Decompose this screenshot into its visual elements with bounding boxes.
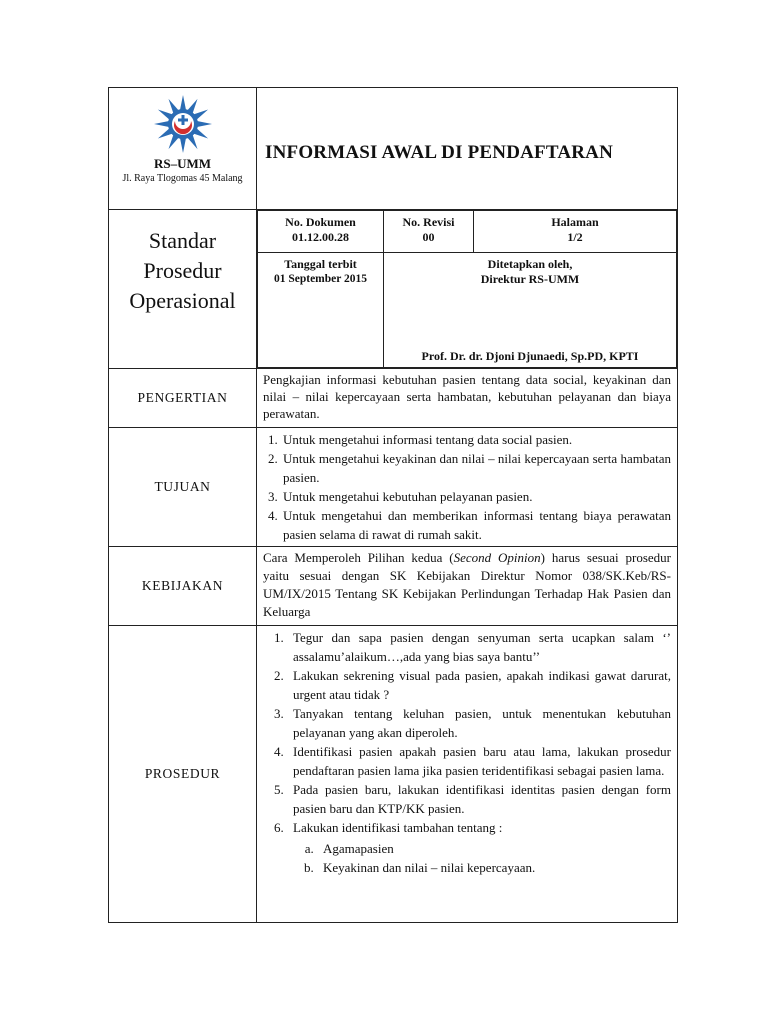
list-item: 1. Tegur dan sapa pasien dengan senyuman serta ucapkan salam ‘’ assalamu’alaikum…,ada yang bias saya bantu’’ <box>287 628 671 666</box>
kebijakan-text-part: ) harus sesuai prosedur yaitu sesuai dengan SK Kebijakan Direktur Nomor 038/SK.Keb/RS-UM/IX/2015 Tentang SK Kebijakan Perlindungan Terhadap Hak Pasien dan Keluarga <box>263 550 672 619</box>
list-item: 5. Pada pasien baru, lakukan identifikasi identitas pasien dengan form pasien baru dan KTP/KK pasien. <box>287 780 671 818</box>
approval-line-2: Direktur RS-UMM <box>480 272 580 286</box>
revision-label: No. Revisi <box>402 215 455 229</box>
tujuan-list <box>257 428 677 546</box>
sop-label-cell <box>109 210 257 369</box>
sop-label-line: Operasional <box>129 288 236 313</box>
meta-cell <box>257 210 678 369</box>
list-item: 3. Untuk mengetahui kebutuhan pelayanan pasien. <box>281 487 671 506</box>
approval-cell <box>384 253 677 368</box>
kebijakan-emphasis: Second Opinion <box>453 550 541 565</box>
prosedur-sub-list <box>293 839 671 877</box>
sop-label <box>109 210 256 316</box>
prosedur-list <box>257 626 677 879</box>
issued-date-label: Tanggal terbit <box>284 257 357 271</box>
tujuan-cell <box>257 428 678 547</box>
sop-label-line: Standar <box>148 228 217 253</box>
revision-cell <box>384 211 474 253</box>
section-label-kebijakan: KEBIJAKAN <box>109 547 257 626</box>
org-address: Jl. Raya Tlogomas 45 Malang <box>122 173 243 184</box>
doc-number-label: No. Dokumen <box>285 215 356 229</box>
list-item: 3. Tanyakan tentang keluhan pasien, untuk menentukan kebutuhan pelayanan yang akan diperoleh. <box>287 704 671 742</box>
list-item-text: Lakukan identifikasi tambahan tentang : <box>293 820 503 835</box>
revision-value: 00 <box>422 230 435 244</box>
issued-date-value: 01 September 2015 <box>273 273 368 285</box>
issued-date-cell <box>258 253 384 368</box>
list-item: 2. Lakukan sekrening visual pada pasien, apakah indikasi gawat darurat, urgent atau tidak ? <box>287 666 671 704</box>
doc-number-value: 01.12.00.28 <box>292 230 349 244</box>
kebijakan-text-part: Cara Memperoleh Pilihan kedua ( <box>263 550 454 565</box>
prosedur-cell <box>257 626 678 923</box>
org-name: RS–UMM <box>153 156 212 171</box>
kebijakan-text <box>257 547 678 626</box>
list-item: 1. Untuk mengetahui informasi tentang data social pasien. <box>281 430 671 449</box>
document-title: INFORMASI AWAL DI PENDAFTARAN <box>265 142 614 163</box>
list-item <box>287 818 671 877</box>
pengertian-text: Pengkajian informasi kebutuhan pasien tentang data social, keyakinan dan nilai – nilai kepercayaan serta hambatan, kebutuhan pelayanan dan biaya perawatan. <box>257 369 678 428</box>
sop-table <box>108 87 678 923</box>
list-item: 4. Identifikasi pasien apakah pasien baru atau lama, lakukan prosedur pendaftaran pasien lama jika pasien teridentifikasi sebagai pasien lama. <box>287 742 671 780</box>
sop-label-line: Prosedur <box>143 258 222 283</box>
sub-list-item: a. Agamapasien <box>317 839 671 858</box>
org-cell <box>109 88 257 210</box>
rs-umm-logo-icon <box>150 94 216 154</box>
page-number-cell <box>474 211 677 253</box>
doc-number-cell <box>258 211 384 253</box>
section-label-tujuan: TUJUAN <box>109 428 257 547</box>
signer-name: Prof. Dr. dr. Djoni Djunaedi, Sp.PD, KPTI <box>421 349 639 363</box>
page-label: Halaman <box>551 215 599 229</box>
sub-list-item: b. Keyakinan dan nilai – nilai kepercayaan. <box>317 858 671 877</box>
list-item: 4. Untuk mengetahui dan memberikan informasi tentang biaya perawatan pasien selama di rawat di rumah sakit. <box>281 506 671 544</box>
approval-line-1: Ditetapkan oleh, <box>487 257 573 271</box>
meta-table <box>257 210 677 368</box>
section-label-prosedur: PROSEDUR <box>109 626 257 923</box>
page-value: 1/2 <box>567 230 583 244</box>
list-item: 2. Untuk mengetahui keyakinan dan nilai – nilai kepercayaan serta hambatan pasien. <box>281 449 671 487</box>
title-cell <box>257 88 678 210</box>
section-label-pengertian: PENGERTIAN <box>109 369 257 428</box>
